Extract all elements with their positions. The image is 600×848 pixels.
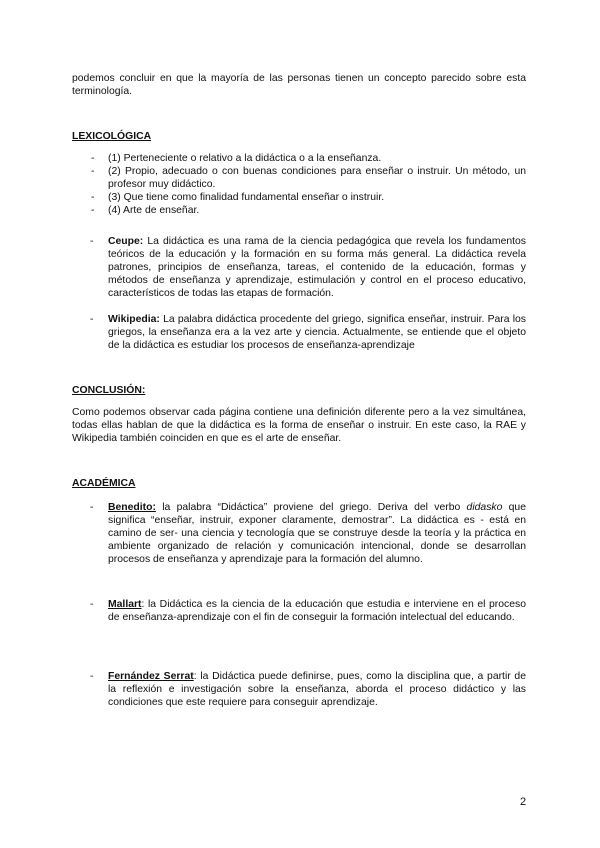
source-text: La didáctica es una rama de la ciencia pedagógica que revela los fundamentos teóricos de la educación y la formación en su forma más general. La didáctica revela patrones, principios de enseñanza, tareas, el contenido de la educación, formas y métodos de enseñanza y aprendizaje, estimulación y control en el proceso educativo, característicos de todas las etapas de formación. <box>108 236 526 299</box>
source-text: La palabra didáctica procedente del griego, significa enseñar, instruir. Para los griegos, la enseñanza era a la vez arte y ciencia. Actualmente, se entiende que el objeto de la didáctica es estudiar los procesos de enseñanza-aprendizaje <box>108 314 526 351</box>
author-fernandez-serrat <box>90 670 526 709</box>
conclusion-paragraph: Como podemos observar cada página contiene una definición diferente pero a la vez simultánea, todas ellas hablan de que la didáctica es la forma de enseñar o instruir. En este caso, la RAE y Wikipedia también coinciden en que es el arte de enseñar. <box>72 407 526 444</box>
list-dash: - <box>90 671 94 682</box>
author-text: : la Didáctica puede definirse, pues, como la disciplina que, a partir de la reflexión e investigación sobre la enseñanza, aborda el proceso didáctico y las condiciones que este requiere para conseguir aprendizaje. <box>108 671 526 708</box>
author-text: la palabra “Didáctica” proviene del griego. Deriva del verbo <box>155 502 467 513</box>
source-wikipedia <box>90 313 526 352</box>
page-number: 2 <box>520 796 527 808</box>
lexicologica-list <box>72 152 526 217</box>
source-label: Wikipedia: <box>108 314 160 325</box>
author-label: Mallart <box>108 599 142 610</box>
list-dash: - <box>90 314 94 325</box>
author-text: : la Didáctica es la ciencia de la educación que estudia e interviene en el proceso de enseñanza-aprendizaje con el fin de conseguir la formación intelectual del educando. <box>108 599 526 623</box>
academica-heading: ACADÉMICA <box>72 478 136 489</box>
list-dash: - <box>90 502 94 513</box>
list-dash: - <box>90 599 94 610</box>
source-label: Ceupe: <box>108 236 144 247</box>
lexicologica-list-wrapper <box>72 152 526 217</box>
author-label: Benedito: <box>108 502 156 513</box>
author-italic-term: didasko <box>466 502 503 513</box>
lexicologica-item: - (3) Que tiene como finalidad fundamental enseñar o instruir. <box>72 191 526 204</box>
author-mallart <box>90 598 526 624</box>
lexicologica-heading: LEXICOLÓGICA <box>72 131 152 142</box>
lexicologica-item: - (4) Arte de enseñar. <box>72 204 526 217</box>
intro-paragraph: podemos concluir en que la mayoría de las personas tienen un concepto parecido sobre esta terminología. <box>72 73 526 97</box>
author-benedito <box>90 501 526 566</box>
lexicologica-item: - (1) Perteneciente o relativo a la didáctica o a la enseñanza. <box>72 152 526 165</box>
lexicologica-item: - (2) Propio, adecuado o con buenas condiciones para enseñar o instruir. Un método, un profesor muy didáctico. <box>72 165 526 191</box>
author-text: que significa “enseñar, instruir, exponer claramente, demostrar”. La didáctica es - está en camino de ser- una ciencia y tecnología que se construye desde la teoría y la práctica en ambiente organizado de relación y comunicación intencional, donde se desarrollan procesos de enseñanza y aprendizaje para la formación del alumno. <box>108 502 526 565</box>
conclusion-heading: CONCLUSIÓN: <box>72 385 146 396</box>
list-dash: - <box>90 236 94 247</box>
author-label: Fernández Serrat <box>108 671 194 682</box>
source-ceupe <box>90 235 526 300</box>
